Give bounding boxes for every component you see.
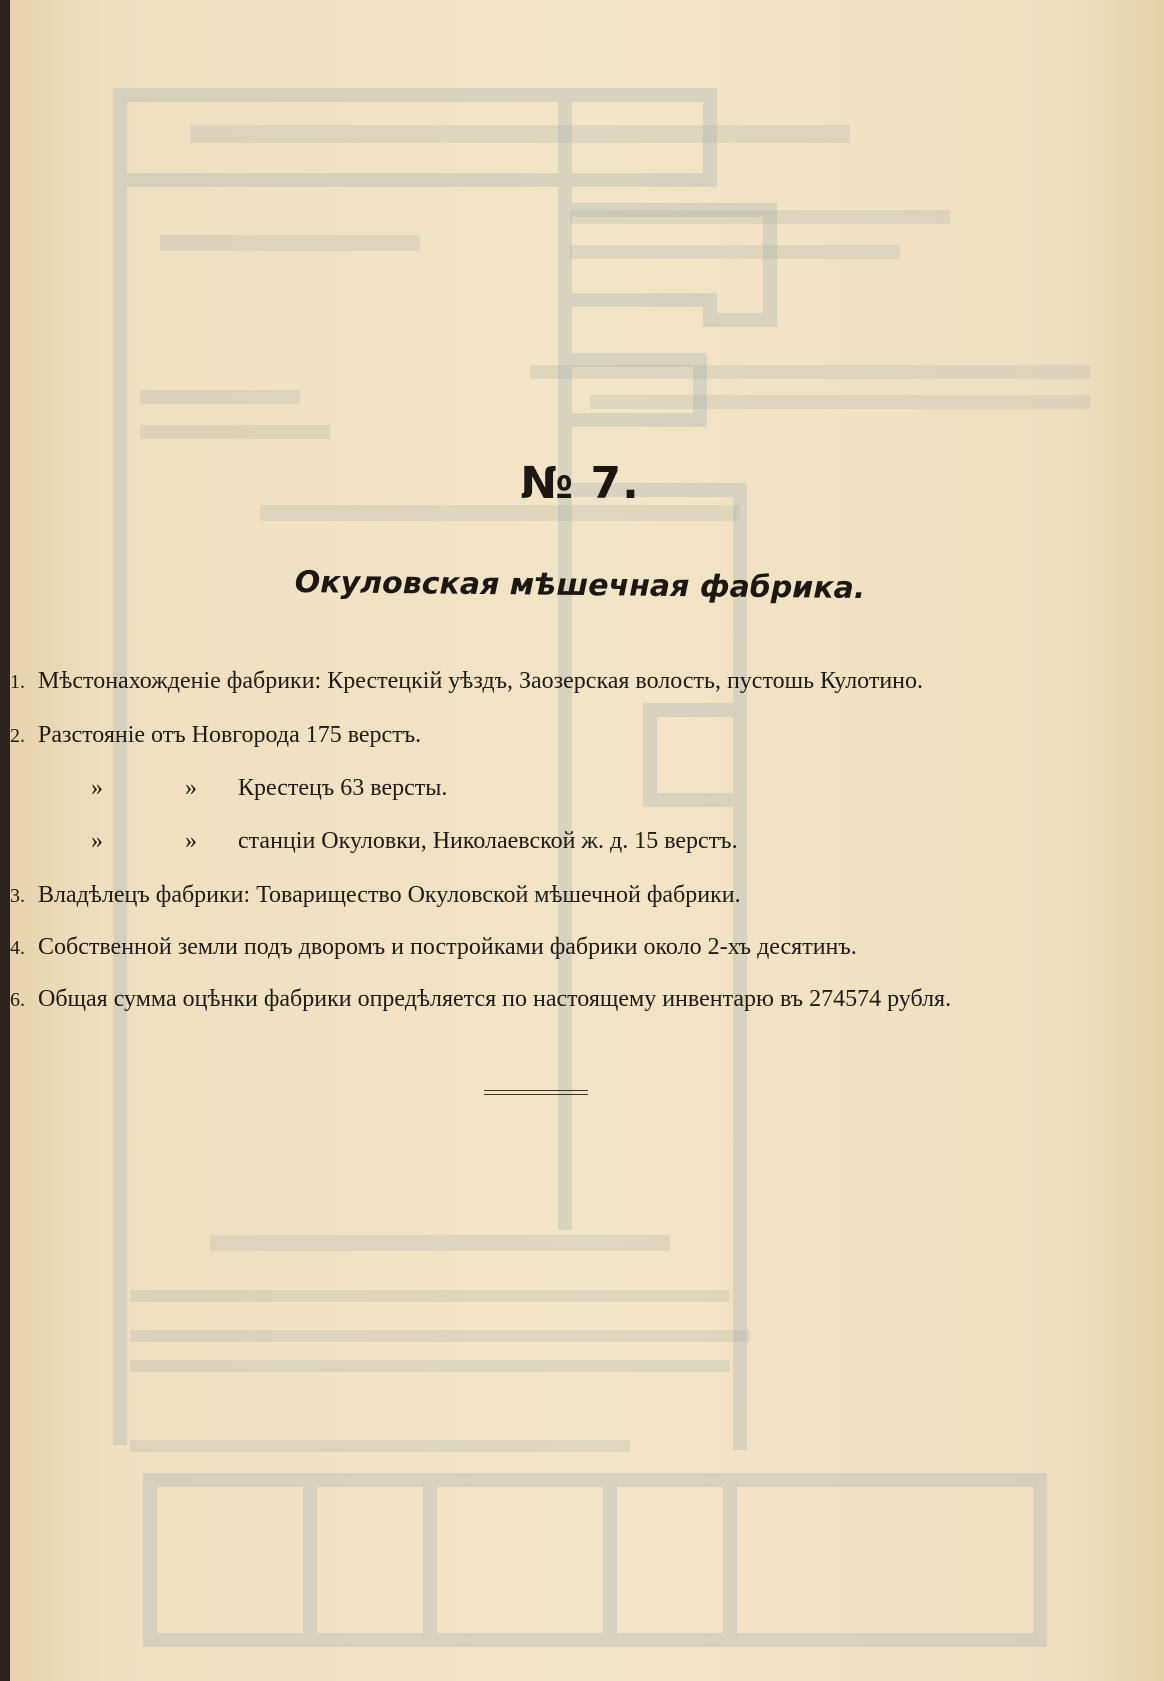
- ditto-mark: »: [185, 828, 197, 854]
- ditto-mark: »: [185, 775, 197, 801]
- item-number: 2.: [10, 725, 25, 747]
- item-number: 1.: [10, 671, 25, 693]
- factory-title: Окуловская мѣшечная фабрика.: [294, 565, 866, 606]
- item-text: Общая сумма оцѣнки фабрики опредѣляется по настоящему инвентарю въ 274574 рубля.: [38, 986, 952, 1012]
- item-text: Владѣлецъ фабрики: Товарищество Окуловской мѣшечной фабрики.: [38, 882, 741, 908]
- document-page: [10, 0, 1164, 1681]
- list-item: [50, 828, 738, 855]
- ditto-mark: »: [91, 775, 103, 801]
- document-number: № 7.: [520, 458, 640, 509]
- item-number: 3.: [10, 885, 25, 907]
- item-text: Разстояніе отъ Новгорода 175 верстъ.: [38, 722, 422, 748]
- list-item: [10, 668, 923, 695]
- item-text: Мѣстонахожденіе фабрики: Крестецкій уѣздъ, Заозерская волость, пустошь Кулотино.: [38, 668, 924, 694]
- list-item: [10, 882, 741, 909]
- item-text: Крестецъ 63 версты.: [238, 775, 448, 801]
- list-item: [10, 934, 857, 961]
- list-item: [10, 986, 951, 1013]
- item-text: Собственной земли подъ дворомъ и постройками фабрики около 2-хъ десятинъ.: [38, 934, 857, 960]
- list-item: [50, 775, 447, 802]
- item-text: станціи Окуловки, Николаевской ж. д. 15 верстъ.: [238, 828, 738, 854]
- section-divider: [484, 1090, 588, 1095]
- list-item: [10, 722, 421, 749]
- ditto-mark: »: [91, 828, 103, 854]
- item-number: 4.: [10, 937, 25, 959]
- item-number: 6.: [10, 989, 25, 1011]
